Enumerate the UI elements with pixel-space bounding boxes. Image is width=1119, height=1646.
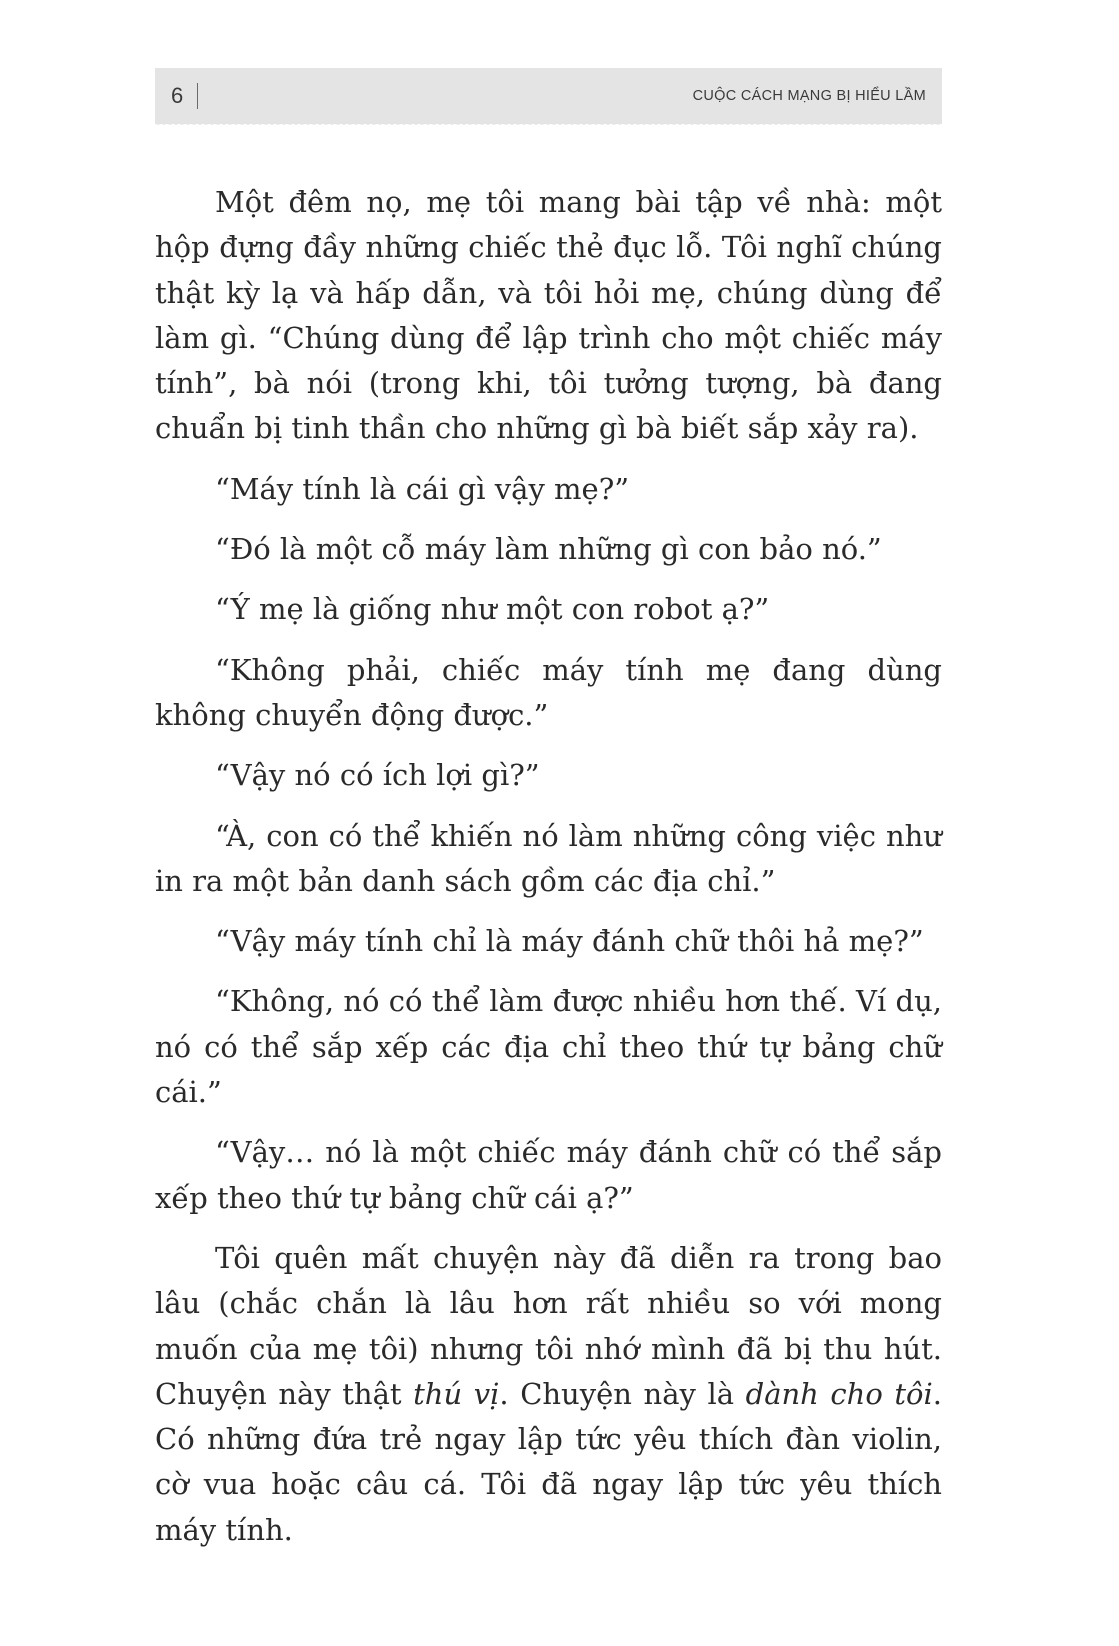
paragraph-11 (155, 1236, 942, 1553)
paragraph-10: “Vậy… nó là một chiếc máy đánh chữ có thể sắp xếp theo thứ tự bảng chữ cái ạ?” (155, 1135, 942, 1215)
emphasis-danh-cho-toi: dành cho tôi (745, 1376, 933, 1411)
paragraph-8: “Vậy máy tính chỉ là máy đánh chữ thôi hả mẹ?” (215, 924, 924, 959)
final-paragraph-part1: Tôi quên mất chuyện này đã diễn ra trong bao lâu (chắc chắn là lâu hơn rất nhiều so với mong muốn của mẹ tôi) nhưng tôi nhớ mình đã bị thu hút. Chuyện này thật (155, 1240, 942, 1411)
final-paragraph-part2: . Chuyện này là (499, 1376, 746, 1411)
body-text (155, 180, 942, 1553)
paragraph-3: “Đó là một cỗ máy làm những gì con bảo nó.” (215, 532, 882, 567)
running-header (155, 68, 942, 124)
page-number: 6 (171, 83, 184, 108)
paragraph-2: “Máy tính là cái gì vậy mẹ?” (215, 471, 630, 506)
paragraph-7: “À, con có thể khiến nó làm những công việc như in ra một bản danh sách gồm các địa chỉ.” (155, 818, 942, 898)
header-divider (197, 83, 198, 109)
paragraph-4: “Ý mẹ là giống như một con robot ạ?” (215, 592, 770, 627)
emphasis-thu-vi: thú vị (413, 1376, 500, 1411)
running-title: CUỘC CÁCH MẠNG BỊ HIỂU LẦM (692, 88, 926, 104)
final-paragraph-part3: . Có những đứa trẻ ngay lập tức yêu thích đàn violin, cờ vua hoặc câu cá. Tôi đã ngay lập tức yêu thích máy tính. (155, 1376, 942, 1547)
paragraph-9: “Không, nó có thể làm được nhiều hơn thế. Ví dụ, nó có thể sắp xếp các địa chỉ theo thứ tự bảng chữ cái.” (155, 984, 942, 1110)
paragraph-5: “Không phải, chiếc máy tính mẹ đang dùng không chuyển động được.” (155, 652, 942, 732)
paragraph-6: “Vậy nó có ích lợi gì?” (215, 758, 540, 793)
paragraph-1: Một đêm nọ, mẹ tôi mang bài tập về nhà: một hộp đựng đầy những chiếc thẻ đục lỗ. Tôi nghĩ chúng thật kỳ lạ và hấp dẫn, và tôi hỏi mẹ, chúng dùng để làm gì. “Chúng dùng để lập trình cho một chiếc máy tính”, bà nói (trong khi, tôi tưởng tượng, bà đang chuẩn bị tinh thần cho những gì bà biết sắp xảy ra). (155, 185, 942, 446)
